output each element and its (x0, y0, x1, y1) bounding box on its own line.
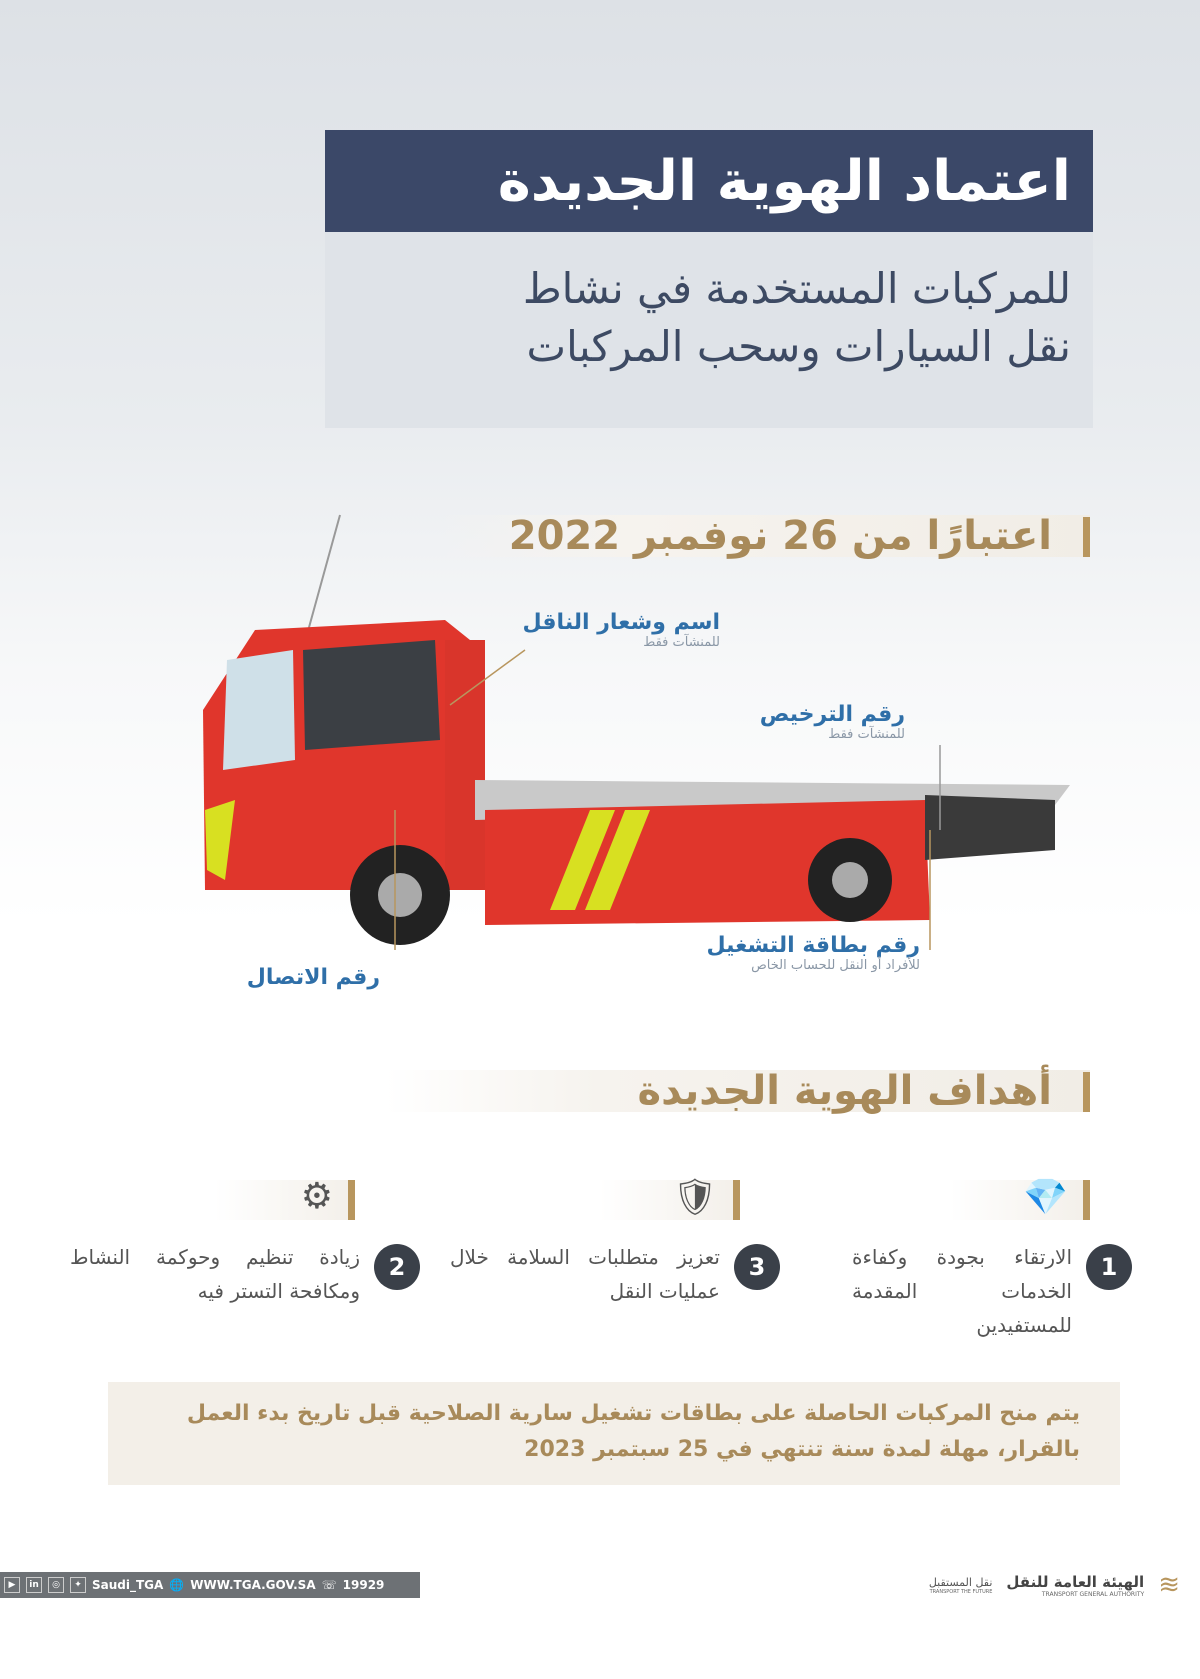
goal-item-3 (450, 1240, 780, 1308)
label-title: رقم الترخيص (759, 702, 905, 727)
goal-text: زيادة تنظيم وحوكمة النشاط ومكافحة التستر فيه (70, 1245, 360, 1303)
org-name-ar: الهيئة العامة للنقل (1006, 1572, 1145, 1591)
subtitle-line-1: للمركبات المستخدمة في نشاط (522, 264, 1071, 313)
phone-icon: ☏ (321, 1578, 337, 1592)
subtitle-line-2: نقل السيارات وسحب المركبات (526, 322, 1071, 371)
page-title: اعتماد الهوية الجديدة (497, 148, 1071, 214)
globe-icon: 🌐 (169, 1578, 185, 1592)
label-subtitle: للمنشآت فقط (643, 635, 720, 650)
title-banner (325, 130, 1093, 232)
goal-number: 2 (374, 1244, 420, 1290)
label-contact-number (247, 965, 380, 990)
grace-period-note: يتم منح المركبات الحاصلة على بطاقات تشغيل سارية الصلاحية قبل تاريخ بدء العمل بالقرار، مهلة لمدة سنة تنتهي في 25 سبتمبر 2023 (108, 1382, 1120, 1485)
tow-truck-image (195, 510, 1075, 950)
goal-text: تعزيز متطلبات السلامة خلال عمليات النقل (450, 1245, 720, 1303)
tga-emblem-icon: ≋ (1158, 1570, 1180, 1600)
goal-2-icon-bar (215, 1176, 355, 1220)
goal-number: 1 (1086, 1244, 1132, 1290)
label-title: اسم وشعار الناقل (522, 610, 720, 635)
goal-3-icon-bar (600, 1177, 740, 1220)
instagram-icon[interactable]: ◎ (48, 1577, 64, 1593)
label-carrier-name-logo (523, 610, 720, 650)
footer-contact-bar (0, 1572, 420, 1598)
goal-item-2 (70, 1240, 420, 1308)
label-license-number (760, 702, 905, 742)
tagline-en: TRANSPORT THE FUTURE (929, 1588, 993, 1595)
website-link[interactable]: WWW.TGA.GOV.SA (190, 1578, 316, 1592)
regulation-icon: ⚙ (300, 1176, 333, 1217)
label-title: رقم الاتصال (246, 965, 380, 990)
label-subtitle: للأفراد أو النقل للحساب الخاص (751, 958, 920, 973)
subtitle-box (325, 232, 1093, 428)
label-operating-card-number (706, 933, 920, 973)
safety-icon: 🛡 (672, 1177, 718, 1218)
youtube-icon[interactable]: ▶ (4, 1577, 20, 1593)
twitter-icon[interactable]: ✦ (70, 1577, 86, 1593)
goal-number: 3 (734, 1244, 780, 1290)
tga-logo (850, 1560, 1180, 1610)
linkedin-icon[interactable]: in (26, 1577, 42, 1593)
org-name-en: TRANSPORT GENERAL AUTHORITY (1041, 1590, 1145, 1598)
tagline-ar: نقل المستقبل (928, 1575, 993, 1589)
effective-date: اعتبارًا من 26 نوفمبر 2022 (440, 515, 1090, 557)
goal-1-icon-bar (950, 1177, 1090, 1220)
diamond-icon: 💎 (1023, 1177, 1068, 1218)
phone-number: 19929 (342, 1578, 385, 1592)
label-subtitle: للمنشآت فقط (828, 727, 905, 742)
goals-heading: أهداف الهوية الجديدة (385, 1070, 1090, 1112)
label-title: رقم بطاقة التشغيل (706, 933, 920, 958)
social-handle[interactable]: Saudi_TGA (92, 1578, 164, 1592)
goal-item-1 (852, 1240, 1132, 1342)
goal-text: الارتقاء بجودة وكفاءة الخدمات المقدمة للمستفيدين (852, 1245, 1072, 1337)
